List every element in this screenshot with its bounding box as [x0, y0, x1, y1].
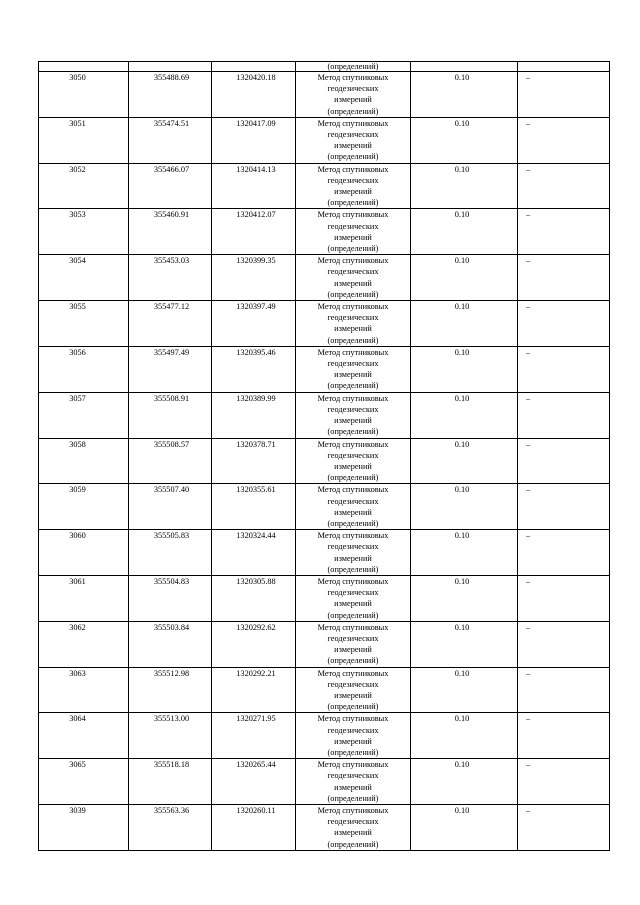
- cell-method: Метод спутниковых геодезических измерений (определений): [296, 759, 411, 805]
- cell-description: –: [518, 209, 610, 255]
- cell-y-coordinate: 1320305.88: [212, 575, 296, 621]
- table-row: [39, 117, 610, 163]
- cell-description: –: [518, 438, 610, 484]
- cell-y-coordinate: 1320395.46: [212, 346, 296, 392]
- cell-precision: 0.10: [411, 575, 518, 621]
- cell-method: Метод спутниковых геодезических измерений (определений): [296, 255, 411, 301]
- cell-point-number: 3062: [39, 621, 129, 667]
- table-row: [39, 392, 610, 438]
- cell-y-coordinate: 1320399.35: [212, 255, 296, 301]
- cell-description: –: [518, 346, 610, 392]
- table-row: [39, 805, 610, 851]
- cell-precision: 0.10: [411, 667, 518, 713]
- cell-y-coordinate: 1320378.71: [212, 438, 296, 484]
- cell-x-coordinate: 355453.03: [129, 255, 212, 301]
- cell-description: –: [518, 530, 610, 576]
- cell-point-number: 3053: [39, 209, 129, 255]
- table-row: [39, 667, 610, 713]
- cell-point-number: 3057: [39, 392, 129, 438]
- cell-precision: 0.10: [411, 530, 518, 576]
- cell-y-coordinate: 1320292.62: [212, 621, 296, 667]
- cell-x-coordinate: 355508.57: [129, 438, 212, 484]
- cell-method: Метод спутниковых геодезических измерений (определений): [296, 438, 411, 484]
- cell-description: –: [518, 484, 610, 530]
- cell-point-number: 3051: [39, 117, 129, 163]
- cell-precision: 0.10: [411, 209, 518, 255]
- coordinates-table-body: [39, 62, 610, 851]
- cell-method: Метод спутниковых геодезических измерений (определений): [296, 301, 411, 347]
- cell-y-coordinate: 1320420.18: [212, 72, 296, 118]
- cell-x-coordinate: 355503.84: [129, 621, 212, 667]
- cell-point-number: 3052: [39, 163, 129, 209]
- table-row: [39, 255, 610, 301]
- table-row: [39, 163, 610, 209]
- cell-y-coordinate: 1320412.07: [212, 209, 296, 255]
- cell-point-number: 3059: [39, 484, 129, 530]
- cell-point-number: 3039: [39, 805, 129, 851]
- cell-description: –: [518, 575, 610, 621]
- cell-description: –: [518, 255, 610, 301]
- coordinates-table: [38, 61, 610, 851]
- table-row: [39, 759, 610, 805]
- cell-y-coordinate: 1320355.61: [212, 484, 296, 530]
- cell-y-coordinate: 1320417.09: [212, 117, 296, 163]
- cell-x-coordinate: 355563.36: [129, 805, 212, 851]
- table-row: [39, 346, 610, 392]
- cell-point-number: 3060: [39, 530, 129, 576]
- cell-y-coordinate: 1320324.44: [212, 530, 296, 576]
- cell-x-coordinate: 355505.83: [129, 530, 212, 576]
- cell-x-coordinate: 355488.69: [129, 72, 212, 118]
- table-row: [39, 621, 610, 667]
- table-row: [39, 713, 610, 759]
- cell-description: –: [518, 759, 610, 805]
- table-row: [39, 301, 610, 347]
- cell-y-coordinate: 1320260.11: [212, 805, 296, 851]
- cell-description: [518, 62, 610, 72]
- cell-point-number: 3064: [39, 713, 129, 759]
- cell-point-number: 3058: [39, 438, 129, 484]
- cell-precision: 0.10: [411, 484, 518, 530]
- cell-precision: 0.10: [411, 117, 518, 163]
- table-row: [39, 438, 610, 484]
- cell-description: –: [518, 163, 610, 209]
- cell-precision: 0.10: [411, 72, 518, 118]
- cell-point-number: 3055: [39, 301, 129, 347]
- cell-precision: 0.10: [411, 805, 518, 851]
- cell-point-number: 3054: [39, 255, 129, 301]
- cell-x-coordinate: 355512.98: [129, 667, 212, 713]
- table-row: [39, 209, 610, 255]
- cell-x-coordinate: 355513.00: [129, 713, 212, 759]
- table-row: [39, 484, 610, 530]
- cell-y-coordinate: 1320397.49: [212, 301, 296, 347]
- cell-x-coordinate: 355477.12: [129, 301, 212, 347]
- cell-precision: 0.10: [411, 713, 518, 759]
- cell-x-coordinate: 355474.51: [129, 117, 212, 163]
- cell-y-coordinate: 1320389.99: [212, 392, 296, 438]
- cell-y-coordinate: 1320292.21: [212, 667, 296, 713]
- cell-x-coordinate: 355466.07: [129, 163, 212, 209]
- table-row: [39, 575, 610, 621]
- cell-method: Метод спутниковых геодезических измерений (определений): [296, 392, 411, 438]
- cell-method: Метод спутниковых геодезических измерений (определений): [296, 621, 411, 667]
- cell-method: Метод спутниковых геодезических измерений (определений): [296, 713, 411, 759]
- cell-method: Метод спутниковых геодезических измерений (определений): [296, 530, 411, 576]
- cell-description: –: [518, 301, 610, 347]
- cell-precision: 0.10: [411, 163, 518, 209]
- cell-point-number: 3056: [39, 346, 129, 392]
- cell-method: Метод спутниковых геодезических измерений (определений): [296, 209, 411, 255]
- cell-point-number: 3061: [39, 575, 129, 621]
- cell-method: Метод спутниковых геодезических измерений (определений): [296, 72, 411, 118]
- cell-method: Метод спутниковых геодезических измерений (определений): [296, 575, 411, 621]
- cell-x-coordinate: 355507.40: [129, 484, 212, 530]
- cell-y-coordinate: 1320265.44: [212, 759, 296, 805]
- cell-point-number: 3050: [39, 72, 129, 118]
- cell-x-coordinate: 355460.91: [129, 209, 212, 255]
- cell-method: Метод спутниковых геодезических измерений (определений): [296, 805, 411, 851]
- cell-precision: 0.10: [411, 438, 518, 484]
- table-row: [39, 530, 610, 576]
- cell-method: Метод спутниковых геодезических измерений (определений): [296, 346, 411, 392]
- cell-description: –: [518, 621, 610, 667]
- cell-precision: 0.10: [411, 255, 518, 301]
- cell-y-coordinate: 1320414.13: [212, 163, 296, 209]
- cell-method: Метод спутниковых геодезических измерений (определений): [296, 484, 411, 530]
- cell-description: –: [518, 72, 610, 118]
- cell-method: (определений): [296, 62, 411, 72]
- cell-y-coordinate: 1320271.95: [212, 713, 296, 759]
- cell-precision: 0.10: [411, 346, 518, 392]
- cell-x: [129, 62, 212, 72]
- cell-precision: [411, 62, 518, 72]
- cell-precision: 0.10: [411, 392, 518, 438]
- cell-num: [39, 62, 129, 72]
- continued-row-fragment: [39, 62, 610, 72]
- cell-precision: 0.10: [411, 621, 518, 667]
- table-row: [39, 72, 610, 118]
- cell-point-number: 3063: [39, 667, 129, 713]
- cell-method: Метод спутниковых геодезических измерений (определений): [296, 667, 411, 713]
- cell-description: –: [518, 667, 610, 713]
- cell-description: –: [518, 117, 610, 163]
- cell-description: –: [518, 805, 610, 851]
- cell-description: –: [518, 713, 610, 759]
- cell-x-coordinate: 355508.91: [129, 392, 212, 438]
- cell-x-coordinate: 355497.49: [129, 346, 212, 392]
- cell-x-coordinate: 355504.83: [129, 575, 212, 621]
- cell-x-coordinate: 355518.18: [129, 759, 212, 805]
- cell-description: –: [518, 392, 610, 438]
- cell-method: Метод спутниковых геодезических измерений (определений): [296, 117, 411, 163]
- cell-y: [212, 62, 296, 72]
- cell-precision: 0.10: [411, 301, 518, 347]
- cell-precision: 0.10: [411, 759, 518, 805]
- cell-point-number: 3065: [39, 759, 129, 805]
- cell-method: Метод спутниковых геодезических измерений (определений): [296, 163, 411, 209]
